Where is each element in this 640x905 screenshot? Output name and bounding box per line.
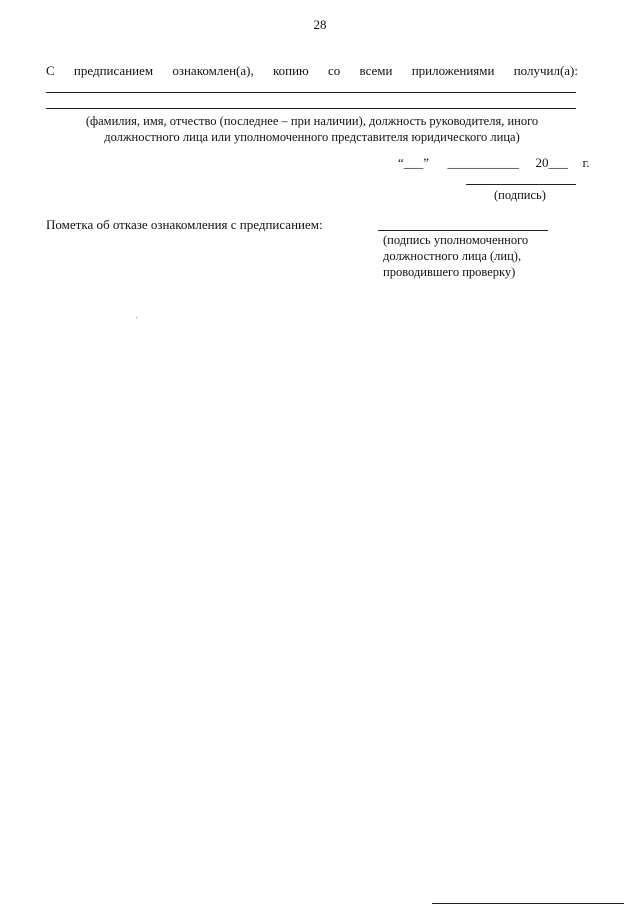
ack-word: приложениями: [411, 63, 495, 78]
date-year: 20___: [535, 155, 569, 170]
name-caption: [46, 113, 578, 145]
ack-word: копию: [272, 63, 309, 78]
ack-word: ознакомлен(а),: [172, 63, 254, 78]
fill-line: [46, 108, 576, 109]
official-caption-line: должностного лица (лиц),: [383, 249, 522, 263]
ack-word: всеми: [359, 63, 393, 78]
name-caption-line: должностного лица или уполномоченного представителя юридического лица): [104, 130, 520, 144]
page-number: 28: [313, 17, 327, 32]
acknowledgement-line: [46, 63, 578, 79]
scan-speck: [136, 317, 137, 318]
signature-line: [466, 184, 576, 185]
ack-word: С: [46, 63, 55, 78]
fill-line: [46, 92, 576, 93]
signature-caption: (подпись): [494, 188, 546, 202]
date-line: [398, 155, 590, 171]
footer-line: [432, 903, 624, 904]
official-signature-caption: [383, 232, 563, 280]
ack-word: получил(а):: [513, 63, 578, 78]
ack-word: со: [328, 63, 341, 78]
official-caption-line: (подпись уполномоченного: [383, 233, 529, 247]
ack-word: предписанием: [73, 63, 154, 78]
date-day: “___”: [398, 155, 430, 170]
official-caption-line: проводившего проверку): [383, 265, 516, 279]
refusal-label: Пометка об отказе ознакомления с предписанием:: [46, 217, 323, 232]
name-caption-line: (фамилия, имя, отчество (последнее – при наличии), должность руководителя, иного: [85, 114, 539, 128]
date-month: ___________: [447, 155, 520, 170]
date-year-suffix: г.: [582, 155, 590, 170]
official-signature-line: [378, 230, 548, 231]
